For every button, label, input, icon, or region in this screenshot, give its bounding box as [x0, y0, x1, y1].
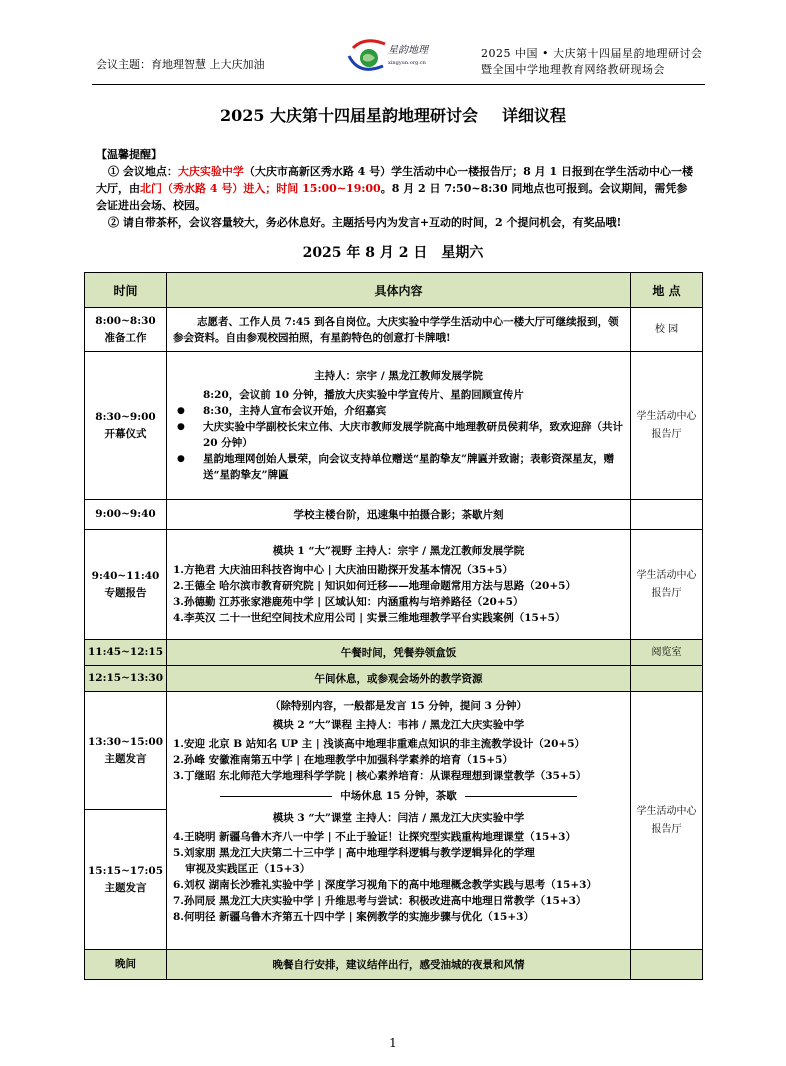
table-row — [85, 950, 703, 980]
time-cell: 11:45~12:15 — [85, 640, 167, 666]
page-number: 1 — [389, 1036, 397, 1050]
speaker-item: 2.孙峰 安徽淮南第五中学 | 在地理教学中加强科学素养的培育（15+5） — [173, 754, 513, 766]
module-title: 模块 3 “大”课堂 主持人：闫洁 / 黑龙江大庆实验中学 — [272, 812, 525, 824]
logo-text: 星韵地理 — [388, 45, 428, 56]
list-item: 8:20，会议前 10 分钟，播放大庆实验中学宣传片、星韵回顾宣传片 — [203, 389, 524, 401]
table-row — [85, 500, 703, 530]
time-cell — [85, 530, 167, 640]
time-cell — [85, 352, 167, 500]
content-cell: 午间休息，或参观会场外的教学资源 — [167, 666, 631, 692]
globe-logo-icon — [345, 36, 389, 82]
session-name: 主题发言 — [104, 881, 147, 894]
time-range: 9:40~11:40 — [91, 569, 160, 582]
content-cell: 学校主楼台阶，迅速集中拍摄合影；茶歇片刻 — [167, 500, 631, 530]
header-conference — [481, 46, 702, 78]
notice-highlight: 大庆实验中学 — [177, 165, 244, 178]
title-sub: 详细议程 — [502, 106, 567, 125]
agenda-table — [84, 272, 703, 980]
module-title: 模块 1 “大”视野 主持人：宗宇 / 黑龙江教师发展学院 — [272, 545, 525, 557]
time-cell: 9:00~9:40 — [85, 500, 167, 530]
notice-paragraph-2: ② 请自带茶杯，会议容量较大，务必休息好。主题括号内为发言+互动的时间，2 个提问机会，有奖品哦! — [108, 216, 622, 229]
speaker-item: 1.方艳君 大庆油田科技咨询中心 | 大庆油田勘探开发基本情况（35+5） — [173, 564, 513, 576]
header-line-2: 暨全国中学地理教育网络教研现场会 — [481, 63, 665, 76]
location-cell: 校 园 — [631, 308, 703, 352]
location-name: 学生活动中心 — [636, 410, 697, 422]
table-header-row — [85, 273, 703, 308]
header-content: 具体内容 — [167, 273, 631, 308]
content-cell — [167, 530, 631, 640]
time-cell: 12:15~13:30 — [85, 666, 167, 692]
content-cell: 晚餐自行安排，建议结伴出行，感受油城的夜景和风情 — [167, 950, 631, 980]
table-row — [85, 308, 703, 352]
location-cell — [631, 352, 703, 500]
time-cell — [85, 692, 167, 810]
date-day: 2025 年 8 月 2 日 — [302, 245, 428, 261]
speaker-item: 2.王德全 哈尔滨市教育研究院 | 知识如何迁移——地理命题常用方法与思路（20+5） — [173, 580, 576, 592]
title-main: 2025 大庆第十四届星韵地理研讨会 — [219, 106, 479, 125]
host-line: 主持人：宗宇 / 黑龙江教师发展学院 — [314, 370, 483, 382]
time-cell — [85, 308, 167, 352]
content-text: 志愿者、工作人员 7:45 到各自岗位。大庆实验中学学生活动中心一楼大厅可继续报到，领参会资料。自由参观校园拍照，有星韵特色的创意打卡牌哦! — [173, 315, 619, 344]
session-name: 专题报告 — [104, 586, 147, 599]
location-cell — [631, 530, 703, 640]
list-item: ● 星韵地理网创始人景荣，向会议支持单位赠送“星韵挚友”牌匾并致谢；表彰资深星友，赠送“星韵挚友”牌匾 — [173, 451, 624, 483]
location-cell: 阅览室 — [631, 640, 703, 666]
speaker-item: 5.刘家朋 黑龙江大庆第二十三中学 | 高中地理学科逻辑与教学逻辑异化的学理 — [173, 847, 535, 859]
header-theme: 会议主题：育地理智慧 上大庆加油 — [96, 58, 265, 71]
speaking-note: （除特别内容，一般都是发言 15 分钟，提问 3 分钟） — [269, 700, 528, 712]
notice-paragraph-1 — [96, 163, 696, 214]
speaker-item: 3.丁继昭 东北师范大学地理科学学院 | 核心素养培育：从课程理想到课堂教学（35+5） — [173, 770, 587, 782]
session-name: 主题发言 — [104, 752, 147, 765]
location-name: 学生活动中心 — [636, 569, 697, 581]
table-row — [85, 640, 703, 666]
header-location: 地 点 — [631, 273, 703, 308]
notice-block — [96, 146, 696, 231]
content-cell: 午餐时间，凭餐券领盒饭 — [167, 640, 631, 666]
table-row — [85, 352, 703, 500]
notice-text: ① 会议地点： — [108, 165, 178, 178]
location-room: 报告厅 — [651, 823, 682, 835]
content-cell — [167, 308, 631, 352]
location-name: 学生活动中心 — [636, 805, 697, 817]
session-name: 开幕仪式 — [104, 427, 147, 440]
date-weekday: 星期六 — [441, 245, 484, 261]
break-text: 中场休息 15 分钟，茶歇 — [340, 790, 457, 802]
agenda-date — [0, 242, 786, 262]
session-name: 准备工作 — [104, 331, 147, 344]
time-cell — [85, 810, 167, 950]
speaker-item: 4.李英汉 二十一世纪空间技术应用公司 | 实景三维地理教学平台实践案例（15+5） — [173, 612, 566, 624]
location-cell — [631, 950, 703, 980]
logo — [345, 36, 445, 82]
header-line-1: 2025 中国 • 大庆第十四届星韵地理研讨会 — [481, 47, 703, 60]
table-row — [85, 692, 703, 810]
speaker-item: 3.孙德勤 江苏张家港鹿苑中学 | 区域认知：内涵重构与培养路径（20+5） — [173, 596, 524, 608]
location-room: 报告厅 — [651, 587, 682, 599]
location-cell — [631, 692, 703, 950]
content-cell — [167, 692, 631, 950]
notice-text: （大庆市高新区秀水路 4 号）学生活动中心一楼报告厅；8 月 1 日报到在学生活动中心一楼大厅，由 — [96, 165, 693, 195]
speaker-item: 6.刘权 湖南长沙雅礼实验中学 | 深度学习视角下的高中地理概念教学实践与思考（15+3） — [173, 879, 597, 891]
speaker-item: 1.安迎 北京 B 站知名 UP 主 | 浅谈高中地理非重难点知识的非主流教学设计（20+5） — [173, 738, 586, 750]
speaker-item: 7.孙同辰 黑龙江大庆实验中学 | 升维思考与尝试：积极改进高中地理日常教学（15+3） — [173, 895, 587, 907]
speaker-item: 8.何明径 新疆乌鲁木齐第五十四中学 | 案例教学的实施步骤与优化（15+3） — [173, 911, 534, 923]
notice-highlight: 北门（秀水路 4 号）进入；时间 15:00~19:00 — [140, 182, 381, 195]
notice-heading: 【温馨提醒】 — [96, 148, 162, 161]
location-cell — [631, 500, 703, 530]
speaker-item: 4.王晓明 新疆乌鲁木齐八一中学 | 不止于验证！让探究型实践重构地理课堂（15+3） — [173, 831, 576, 843]
list-item: ● 大庆实验中学副校长宋立伟、大庆市教师发展学院高中地理教研员侯莉华，致欢迎辞（共计 20 分钟） — [173, 419, 624, 451]
break-line — [173, 788, 624, 804]
notice-text: 。8 月 2 日 7:50~8:30 同地点也可报到。会议期间，需凭参会证进出会场、校园。 — [96, 182, 688, 212]
table-row — [85, 666, 703, 692]
header-time: 时间 — [85, 273, 167, 308]
speaker-item-continued: 审视及实践匡正（15+3） — [185, 863, 311, 875]
logo-url: xingyun.org.cn — [388, 60, 426, 66]
time-cell: 晚间 — [85, 950, 167, 980]
list-item: ● 8:30，主持人宣布会议开始，介绍嘉宾 — [173, 403, 624, 419]
module-title: 模块 2 “大”课程 主持人：韦祎 / 黑龙江大庆实验中学 — [272, 719, 525, 731]
time-range: 8:30~9:00 — [95, 410, 156, 423]
time-range: 8:00~8:30 — [95, 314, 156, 327]
location-room: 报告厅 — [651, 428, 682, 440]
table-row — [85, 530, 703, 640]
location-cell — [631, 666, 703, 692]
page-title — [0, 103, 786, 126]
header-divider — [92, 84, 705, 85]
time-range: 15:15~17:05 — [88, 864, 163, 877]
time-range: 13:30~15:00 — [88, 735, 163, 748]
content-cell — [167, 352, 631, 500]
